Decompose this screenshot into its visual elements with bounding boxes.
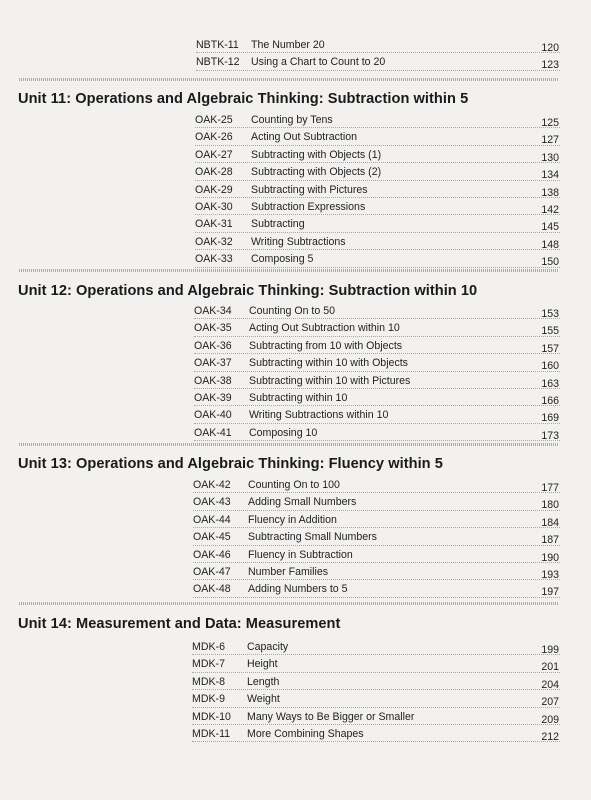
lesson-code: OAK-33	[195, 253, 233, 266]
lesson-title: Subtracting within 10	[249, 391, 348, 404]
lesson-page: 153	[541, 308, 559, 320]
lesson-page: 134	[541, 169, 559, 182]
lesson-code: OAK-31	[195, 218, 233, 231]
lesson-code: OAK-39	[194, 391, 232, 404]
lesson-code: OAK-38	[194, 374, 232, 387]
lesson-row	[192, 690, 560, 707]
lesson-page: 204	[541, 678, 559, 691]
lesson-title: Capacity	[247, 641, 289, 653]
lesson-page: 201	[541, 661, 559, 674]
lesson-row	[196, 53, 560, 70]
lesson-code: OAK-41	[194, 426, 232, 439]
lesson-code: MDK-8	[192, 675, 225, 688]
lesson-title: More Combining Shapes	[247, 727, 364, 740]
lesson-page: 180	[541, 499, 559, 512]
lesson-row	[193, 563, 560, 580]
lesson-page: 166	[541, 394, 559, 407]
lesson-row	[195, 146, 560, 163]
lesson-title: The Number 20	[251, 39, 325, 51]
lesson-list-unit-12	[194, 302, 560, 441]
lesson-row	[192, 673, 560, 690]
lesson-page: 125	[541, 117, 559, 129]
lesson-code: OAK-36	[194, 339, 232, 352]
lesson-title: Counting On to 50	[249, 305, 335, 317]
lesson-row	[196, 36, 560, 53]
lesson-page: 123	[541, 59, 559, 72]
lesson-code: OAK-46	[193, 548, 231, 561]
lesson-code: MDK-6	[192, 641, 225, 653]
lesson-title: Adding Small Numbers	[248, 496, 357, 509]
lesson-row	[195, 128, 560, 145]
lesson-code: MDK-11	[192, 727, 231, 740]
lesson-title: Subtracting with Objects (1)	[251, 148, 382, 161]
lesson-page: 190	[541, 551, 559, 564]
lesson-row	[194, 372, 560, 389]
lesson-code: OAK-48	[193, 583, 231, 596]
lesson-list-unit-11	[195, 111, 560, 268]
lesson-code: OAK-30	[195, 200, 233, 213]
lesson-title: Subtraction Expressions	[251, 200, 366, 213]
lesson-row	[192, 725, 560, 742]
lesson-code: OAK-40	[194, 409, 232, 422]
lesson-list-unit-13	[193, 476, 560, 598]
lesson-page: 212	[541, 730, 559, 743]
lesson-title: Many Ways to Be Bigger or Smaller	[247, 710, 415, 723]
lesson-title: Acting Out Subtraction	[251, 131, 357, 144]
section-divider	[19, 602, 559, 605]
lesson-page: 209	[541, 713, 559, 726]
lesson-code: MDK-7	[192, 658, 225, 671]
lesson-page: 155	[541, 325, 559, 338]
lesson-code: OAK-45	[193, 531, 231, 544]
lesson-row	[194, 302, 560, 319]
lesson-page: 163	[541, 377, 559, 390]
lesson-page: 127	[541, 134, 559, 147]
lesson-title: Subtracting	[251, 218, 305, 231]
lesson-title: Writing Subtractions	[251, 235, 346, 248]
lesson-row	[193, 493, 560, 510]
lesson-row	[195, 250, 560, 267]
lesson-row	[195, 181, 560, 198]
lesson-page: 138	[541, 186, 559, 199]
lesson-title: Counting On to 100	[248, 479, 340, 491]
unit-heading: Unit 11: Operations and Algebraic Thinking: Subtraction within 5	[18, 91, 469, 107]
lesson-row	[194, 389, 560, 406]
lesson-title: Height	[247, 658, 278, 671]
lesson-row	[193, 546, 560, 563]
lesson-page: 142	[541, 203, 559, 216]
section-divider	[19, 78, 559, 81]
lesson-code: OAK-29	[195, 183, 233, 196]
section-divider	[19, 443, 559, 446]
lesson-page: 145	[541, 221, 559, 234]
lesson-row	[194, 424, 560, 441]
lesson-row	[192, 655, 560, 672]
lesson-code: OAK-27	[195, 148, 233, 161]
lesson-page: 207	[541, 696, 559, 709]
lesson-code: OAK-32	[195, 235, 233, 248]
unit-heading: Unit 12: Operations and Algebraic Thinking: Subtraction within 10	[18, 283, 478, 299]
lesson-title: Writing Subtractions within 10	[249, 409, 389, 422]
lesson-row	[195, 198, 560, 215]
lesson-page: 173	[541, 429, 559, 442]
lesson-code: OAK-35	[194, 322, 232, 335]
lesson-row	[193, 476, 560, 493]
lesson-list-nbtk	[196, 36, 560, 71]
lesson-title: Subtracting within 10 with Objects	[249, 357, 408, 370]
lesson-row	[195, 233, 560, 250]
lesson-title: Fluency in Subtraction	[248, 548, 353, 561]
lesson-code: NBTK-11	[196, 39, 239, 51]
unit-heading: Unit 13: Operations and Algebraic Thinking: Fluency within 5	[18, 456, 443, 472]
lesson-row	[192, 708, 560, 725]
lesson-title: Composing 5	[251, 253, 314, 266]
lesson-title: Length	[247, 675, 280, 688]
lesson-page: 157	[541, 342, 559, 355]
lesson-code: OAK-42	[193, 479, 231, 491]
lesson-page: 199	[541, 644, 559, 656]
lesson-code: NBTK-12	[196, 56, 240, 69]
lesson-row	[193, 511, 560, 528]
lesson-code: OAK-43	[193, 496, 231, 509]
lesson-title: Adding Numbers to 5	[248, 583, 348, 596]
lesson-title: Composing 10	[249, 426, 318, 439]
lesson-page: 130	[541, 151, 559, 164]
lesson-row	[194, 406, 560, 423]
lesson-title: Weight	[247, 693, 280, 706]
lesson-page: 169	[541, 412, 559, 425]
lesson-row	[194, 337, 560, 354]
lesson-code: MDK-9	[192, 693, 225, 706]
lesson-title: Subtracting with Pictures	[251, 183, 368, 196]
lesson-code: OAK-47	[193, 565, 231, 578]
lesson-title: Using a Chart to Count to 20	[251, 56, 386, 69]
lesson-page: 187	[541, 534, 559, 547]
lesson-title: Number Families	[248, 565, 329, 578]
lesson-page: 120	[541, 42, 559, 54]
lesson-row	[194, 319, 560, 336]
lesson-list-unit-14	[192, 638, 560, 742]
lesson-code: OAK-25	[195, 114, 233, 126]
lesson-page: 197	[541, 586, 559, 599]
lesson-code: OAK-26	[195, 131, 233, 144]
lesson-title: Subtracting within 10 with Pictures	[249, 374, 411, 387]
lesson-row	[195, 215, 560, 232]
lesson-title: Acting Out Subtraction within 10	[249, 322, 400, 335]
lesson-title: Subtracting from 10 with Objects	[249, 339, 403, 352]
lesson-code: MDK-10	[192, 710, 231, 723]
lesson-code: OAK-37	[194, 357, 232, 370]
lesson-page: 148	[541, 238, 559, 251]
lesson-title: Fluency in Addition	[248, 513, 337, 526]
lesson-code: OAK-34	[194, 305, 232, 317]
lesson-title: Counting by Tens	[251, 114, 333, 126]
lesson-code: OAK-44	[193, 513, 231, 526]
lesson-code: OAK-28	[195, 166, 233, 179]
lesson-page: 150	[541, 256, 559, 269]
lesson-page: 193	[541, 568, 559, 581]
lesson-row	[193, 580, 560, 597]
section-divider	[19, 269, 559, 272]
lesson-row	[195, 111, 560, 128]
lesson-row	[192, 638, 560, 655]
lesson-page: 184	[541, 516, 559, 529]
lesson-row	[193, 528, 560, 545]
lesson-row	[195, 163, 560, 180]
lesson-title: Subtracting Small Numbers	[248, 531, 377, 544]
lesson-page: 177	[541, 482, 559, 494]
lesson-page: 160	[541, 360, 559, 373]
lesson-row	[194, 354, 560, 371]
unit-heading: Unit 14: Measurement and Data: Measurement	[18, 616, 341, 632]
lesson-title: Subtracting with Objects (2)	[251, 166, 382, 179]
